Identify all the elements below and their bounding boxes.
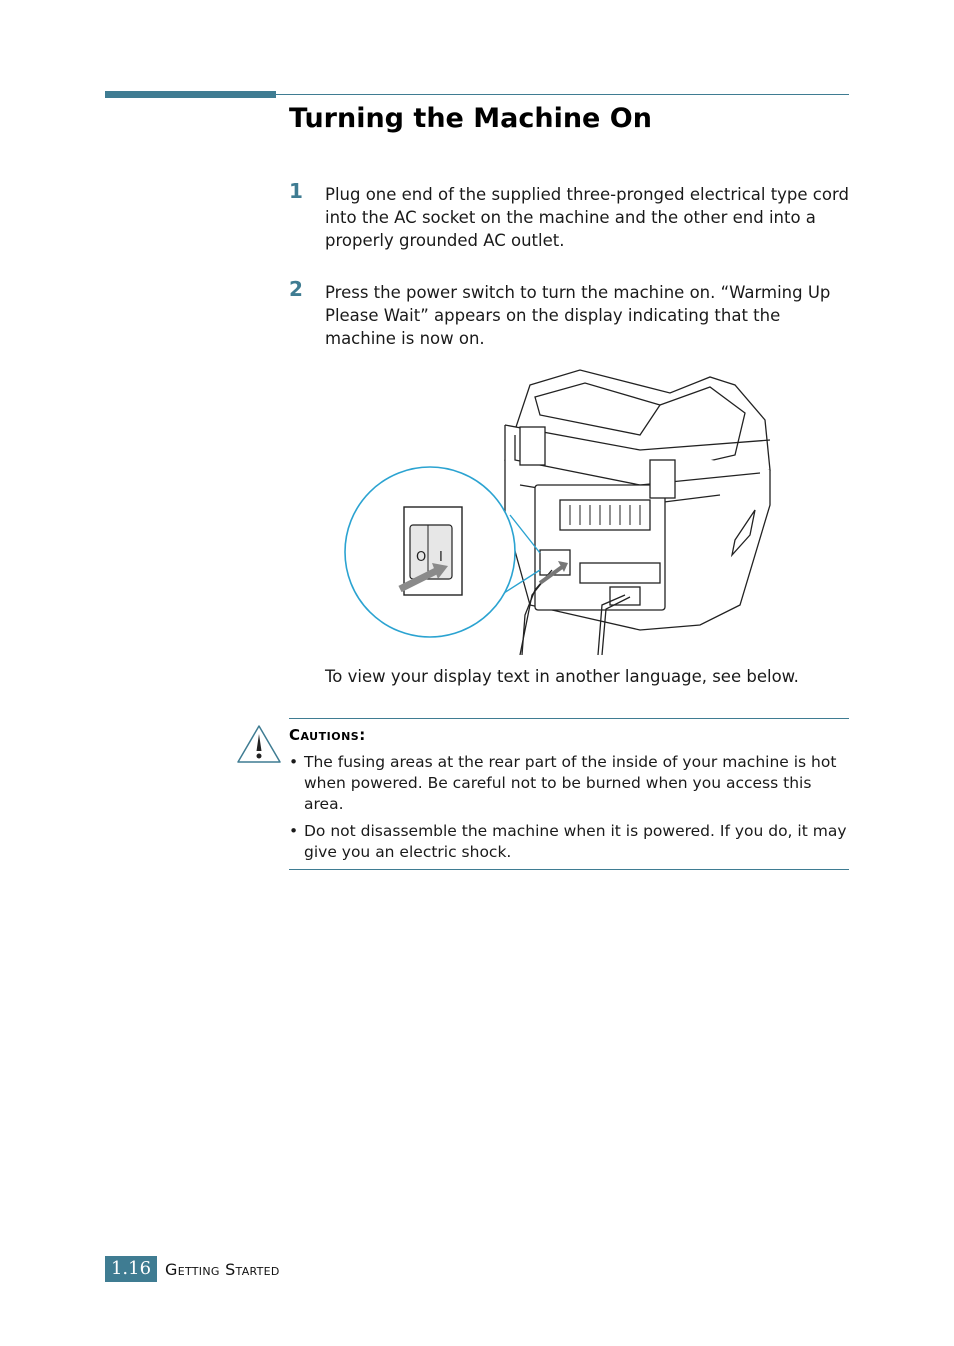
page-title: Turning the Machine On <box>289 103 652 134</box>
header-rule-thin <box>276 94 849 95</box>
machine-power-illustration <box>340 365 790 655</box>
step-2 <box>289 277 849 350</box>
language-note: To view your display text in another language, see below. <box>325 667 799 686</box>
caution-item: • Do not disassemble the machine when it is powered. If you do, it may give you an electric shock. <box>289 821 849 863</box>
cautions-title: Cautions: <box>289 726 366 744</box>
step-text: Press the power switch to turn the machine on. “Warming Up Please Wait” appears on the display indicating that the machine is now on. <box>325 283 831 348</box>
step-number: 2 <box>289 277 303 301</box>
machine-rear-drawing <box>340 365 790 655</box>
caution-rule-top <box>289 718 849 719</box>
cautions-list <box>289 752 849 869</box>
header-rule-thick <box>105 91 276 98</box>
warning-triangle-icon <box>236 723 282 765</box>
step-text: Plug one end of the supplied three-pronged electrical type cord into the AC socket on the machine and the other end into a properly grounded AC outlet. <box>325 185 849 250</box>
section-name: Getting Started <box>165 1260 280 1279</box>
switch-off-label: O <box>416 550 427 565</box>
caution-item: • The fusing areas at the rear part of the inside of your machine is hot when powered. Be careful not to be burned when you access this area. <box>289 752 849 815</box>
caution-rule-bottom <box>289 869 849 870</box>
switch-on-label: I <box>439 550 443 565</box>
step-number: 1 <box>289 179 303 203</box>
page-number: 1.16 <box>105 1256 157 1282</box>
step-1 <box>289 179 849 252</box>
